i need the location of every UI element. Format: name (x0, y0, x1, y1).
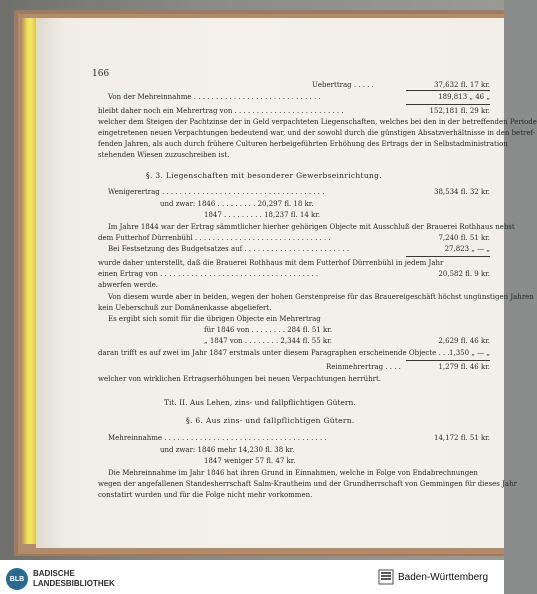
title-heading (164, 398, 356, 407)
line-text: und zwar: 1846 . . . . . . . . . 20,297 fl. 18 kr. (160, 200, 314, 208)
section-heading (186, 416, 355, 425)
line-text: welcher von wirklichen Ertragserhöhungen bei neuen Verpachtungen herrührt. (98, 375, 382, 383)
line-text: eingetretenen neuen Verpachtungen bedeutend war, und der sowohl durch die günstigen Absatzverhältnisse in den betref- (98, 129, 536, 137)
line-text: Tit. II. Aus Lehen, zins- und fallpflichtigen Gütern. (164, 398, 356, 407)
text-line (98, 304, 271, 313)
page-number: 166 (92, 69, 110, 79)
line-text: „ 1847 von . . . . . . . . 2,344 fl. 55 kr. (204, 337, 332, 345)
line-text: constatirt wurden und für die Folge nicht mehr vorkommen. (98, 491, 313, 499)
line-text: dem Futterhof Dürrenbühl . . . . . . . . . . . . . . . . . . . . . . . . . . . . . . . (98, 234, 331, 242)
library-name[interactable] (33, 569, 115, 589)
text-line (108, 434, 327, 443)
amount-value: 2,629 fl. 46 kr. (438, 337, 490, 345)
line-text: Ueberttrag . . . . . (312, 81, 374, 89)
text-line (98, 281, 158, 290)
line-text: §. 3. Liegenschaften mit besonderer Gewerbseinrichtung. (146, 171, 382, 180)
text-line (312, 81, 374, 90)
line-text: Wenigerertrag . . . . . . . . . . . . . . . . . . . . . . . . . . . . . . . . . . . . . (108, 188, 325, 196)
text-line (204, 337, 332, 346)
line-text: für 1846 von . . . . . . . . 284 fl. 51 kr. (204, 326, 333, 334)
sum-rule (406, 256, 490, 257)
sum-rule (406, 90, 490, 91)
line-text: §. 6. Aus zins- und fallpflichtigen Gütern. (186, 416, 355, 425)
text-line (108, 469, 478, 478)
line-text: einen Ertrag von . . . . . . . . . . . . . . . . . . . . . . . . . . . . . . . . . . . . (98, 270, 319, 278)
blb-logo[interactable]: BLB (6, 568, 28, 590)
library-name-line2: LANDESBIBLIOTHEK (33, 579, 115, 588)
amount-value: 27,823 „ — „ (444, 245, 490, 253)
text-line (108, 93, 321, 102)
text-line (98, 151, 229, 160)
text-line (204, 457, 296, 466)
text-line (204, 326, 332, 335)
sum-rule (406, 104, 490, 105)
line-text: daran trifft es auf zwei im Jahr 1847 erstmals unter diesem Paragraphen erscheinende Objecte . . . (98, 349, 450, 357)
line-text: Mehreinnahme . . . . . . . . . . . . . . . . . . . . . . . . . . . . . . . . . . . . . (108, 434, 327, 442)
amount-value: 38,534 fl. 32 kr. (433, 188, 490, 196)
amount-value: 14,172 fl. 51 kr. (433, 434, 490, 442)
line-text: Bei Festsetzung des Budgetsatzes auf . . . . . . . . . . . . . . . . . . . . . . . . (108, 245, 350, 253)
text-line (204, 211, 320, 220)
text-line (160, 200, 314, 209)
amount-value: 37,632 fl. 17 kr. (433, 81, 490, 89)
text-line (98, 349, 450, 358)
text-line (98, 234, 331, 243)
state-coat-of-arms-icon (378, 569, 394, 585)
sum-rule (406, 360, 490, 361)
amount-value: 1,279 fl. 46 kr. (438, 363, 490, 371)
text-line (98, 118, 537, 127)
amount-value: 1,350 „ — „ (449, 349, 490, 357)
line-text: welcher dem Steigen der Pachtzinse der in Geld verpachteten Liegenschaften, welches bei den in der betreffenden Periode (98, 118, 537, 126)
book-page (36, 18, 537, 548)
text-line (98, 129, 536, 138)
page-gutter (22, 18, 36, 544)
text-line (108, 223, 515, 232)
line-text: Reinmehrertrag . . . . (326, 363, 401, 371)
line-text: Die Mehreinnahme im Jahr 1846 hat ihren Grund in Einnahmen, welche in Folge von Endabrechnungen (108, 469, 478, 477)
text-line (98, 140, 508, 149)
state-name[interactable]: Baden-Württemberg (398, 572, 489, 583)
line-text: kein Ueberschuß zur Domänenkasse abgeliefert. (98, 304, 272, 312)
text-line (108, 315, 321, 324)
line-text: Im Jahre 1844 war der Ertrag sämmtlicher hierher gehörigen Objecte mit Ausschluß der Brauerei Rothhaus nebst (108, 223, 515, 231)
text-line (98, 270, 318, 279)
line-text: wurde daher unterstellt, daß die Brauerei Rothhaus mit dem Futterhof Dürrenbühl in jedem Jahr (98, 259, 444, 267)
line-text: 1847 weniger 57 fl. 47 kr. (204, 457, 296, 465)
line-text: Von der Mehreinnahme . . . . . . . . . . . . . . . . . . . . . . . . . . . . . (108, 93, 321, 101)
line-text: 1847 . . . . . . . . . 18,237 fl. 14 kr. (204, 211, 321, 219)
text-line (326, 363, 401, 372)
text-line (98, 375, 381, 384)
amount-value: 189,813 „ 46 „ (438, 93, 490, 101)
library-name-line1: BADISCHE (33, 569, 75, 578)
text-line (98, 480, 517, 489)
footer-bar (0, 560, 504, 594)
text-line (98, 107, 344, 116)
line-text: Es ergibt sich somit für die übrigen Objecte ein Mehrertrag (108, 315, 321, 323)
line-text: fenden Jahren, als auch durch frühere Culturen herbeigeführten Erhöhung des Ertrags der in Selbstadministration (98, 140, 508, 148)
text-line (108, 245, 349, 254)
line-text: wegen der angefallenen Standesherrschaft Salm-Krautheim und der Grundherrschaft von Gemmingen für dieses Jahr (98, 480, 517, 488)
text-line (160, 446, 294, 455)
text-line (108, 188, 324, 197)
line-text: abwerfen werde. (98, 281, 158, 289)
line-text: Von diesem wurde aber in beiden, wegen der hohen Gerstenpreise für das Brauereigeschäft höchst ungünstigen Jahren (108, 293, 534, 301)
amount-value: 7,240 fl. 51 kr. (438, 234, 490, 242)
line-text: und zwar: 1846 mehr 14,230 fl. 38 kr. (160, 446, 295, 454)
section-heading (146, 171, 382, 180)
line-text: bleibt daher noch ein Mehrertrag von . . . . . . . . . . . . . . . . . . . . . . . . . (98, 107, 344, 115)
text-line (108, 293, 534, 302)
amount-value: 152,181 fl. 29 kr. (429, 107, 490, 115)
amount-value: 20,582 fl. 9 kr. (438, 270, 490, 278)
text-line (98, 491, 312, 500)
text-line (98, 259, 443, 268)
line-text: stehenden Wiesen zuzuschreiben ist. (98, 151, 230, 159)
